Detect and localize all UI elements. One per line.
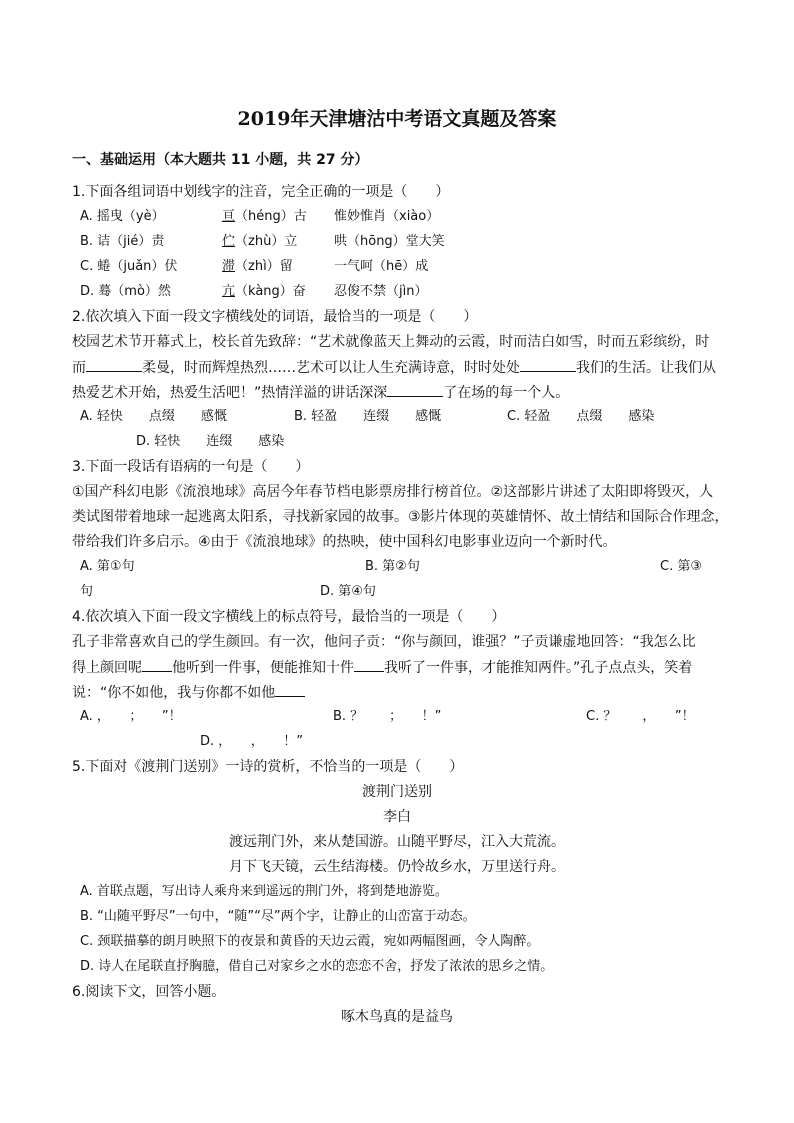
- q1-option-b-word2: [222, 232, 297, 252]
- q4-text-c: 我听了一件事，才能推知两件。”孔子点点头，笑着: [384, 660, 693, 676]
- q4-option-a: A. ， ； ”！: [80, 709, 182, 724]
- q3-stem: 3.下面一段话有语病的一句是（ ）: [72, 459, 310, 475]
- q2-blank-3: [387, 382, 443, 397]
- q2-text-e: 了在场的每一个人。: [443, 385, 570, 401]
- q1-option-c-underlined: 滞: [222, 259, 236, 274]
- q1-option-c-word2-pinyin: （zhì）留: [235, 259, 293, 274]
- page-title: 2019年天津塘沽中考语文真题及答案: [237, 108, 557, 130]
- q3-passage-line3: 带给我们许多启示。④由于《流浪地球》的热映，使中国科幻电影事业迈向一个新时代。: [72, 534, 617, 550]
- q3-option-c: C. 第③: [660, 559, 702, 574]
- section-heading: 一、基础运用（本大题共 11 小题，共 27 分）: [72, 152, 369, 168]
- q1-option-d-word3: 忍俊不禁（jìn）: [334, 284, 428, 299]
- q3-option-a: A. 第①句: [80, 559, 135, 574]
- q2-stem: 2.依次填入下面一段文字横线处的词语，最恰当的一项是（ ）: [72, 309, 478, 325]
- q2-passage-line3: [72, 382, 569, 403]
- q2-option-c: C. 轻盈 点缀 感染: [507, 409, 655, 424]
- q4-blank-2: [354, 657, 384, 672]
- q2-text-d: 热爱艺术开始，热爱生活吧！”热情洋溢的讲话深深: [72, 385, 388, 401]
- q1-option-a-word2: [222, 207, 307, 227]
- q1-stem: 1.下面各组词语中划线字的注音，完全正确的一项是（ ）: [72, 184, 450, 200]
- q1-option-d-word1: D. 蓦（mò）然: [80, 284, 171, 299]
- poem-title: 渡荆门送别: [362, 784, 432, 800]
- q1-option-b-word2-pinyin: （zhù）立: [235, 234, 298, 249]
- q4-blank-1: [142, 657, 172, 672]
- poem-author: 李白: [383, 809, 411, 825]
- q2-option-b: B. 轻盈 连缀 感慨: [294, 409, 442, 424]
- q4-passage-line1: 孔子非常喜欢自己的学生颜回。有一次，他问子贡：“你与颜回，谁强？”子贡谦虚地回答：“我怎么比: [72, 634, 696, 650]
- q4-passage-line2: [72, 657, 692, 678]
- q6-stem: 6.阅读下文，回答小题。: [72, 984, 226, 1000]
- q2-text-b: 柔曼，时而辉煌热烈……艺术可以让人生充满诗意，时时处处: [142, 360, 520, 376]
- q3-option-b: B. 第②句: [365, 559, 420, 574]
- q1-option-c-word1: C. 蜷（juǎn）伏: [80, 259, 178, 274]
- q3-passage-line1: ①国产科幻电影《流浪地球》高居今年春节档电影票房排行榜首位。②这部影片讲述了太阳即将毁灭，人: [72, 484, 714, 500]
- q4-text-b: 他听到一件事，便能推知十件: [172, 660, 354, 676]
- q4-stem: 4.依次填入下面一段文字横线上的标点符号，最恰当的一项是（ ）: [72, 609, 506, 625]
- q2-blank-2: [520, 357, 576, 372]
- poem-line-2: 月下飞天镜，云生结海楼。仍怜故乡水，万里送行舟。: [229, 859, 565, 875]
- q3-option-d: D. 第④句: [320, 584, 376, 599]
- q4-option-c: C. ？ ， ”！: [586, 709, 695, 724]
- q1-option-a-word1: A. 摇曳（yè）: [80, 209, 165, 224]
- q2-blank-1: [86, 357, 142, 372]
- q1-option-a-word3: 惟妙惟肖（xiào）: [334, 209, 440, 224]
- q1-option-d-word2: [222, 282, 306, 302]
- q1-option-a-word2-pinyin: （héng）古: [235, 209, 307, 224]
- q2-text-c: 我们的生活。让我们从: [576, 360, 716, 376]
- article-title: 啄木鸟真的是益鸟: [341, 1009, 453, 1025]
- q2-option-d: D. 轻快 连缀 感染: [136, 434, 285, 449]
- q5-option-b: B. “山随平野尽”一句中，“随”“尽”两个字，让静止的山峦富于动态。: [80, 909, 476, 924]
- q1-option-b-word1: B. 诘（jié）责: [80, 234, 165, 249]
- q2-passage-line1: 校园艺术节开幕式上，校长首先致辞：“艺术就像蓝天上舞动的云霞，时而洁白如雪，时而五彩缤纷，时: [72, 334, 710, 350]
- q4-option-d: D. ， ， ！”: [200, 734, 304, 749]
- q5-option-d: D. 诗人在尾联直抒胸臆，借自己对家乡之水的恋恋不舍，抒发了浓浓的思乡之情。: [80, 959, 554, 974]
- q1-option-d-word2-pinyin: （kàng）奋: [235, 284, 306, 299]
- q3-option-c-cont: 句: [80, 584, 94, 599]
- q2-text-a: 而: [72, 360, 86, 376]
- q3-passage-line2: 类试图带着地球一起逃离太阳系，寻找新家园的故事。③影片体现的英雄情怀、故土情结和国际合作理念，: [72, 509, 729, 525]
- q5-stem: 5.下面对《渡荆门送别》一诗的赏析，不恰当的一项是（ ）: [72, 759, 464, 775]
- poem-line-1: 渡远荆门外，来从楚国游。山随平野尽，江入大荒流。: [229, 834, 565, 850]
- q1-option-b-underlined: 伫: [222, 234, 236, 249]
- q1-option-d-underlined: 亢: [222, 284, 236, 299]
- q5-option-c: C. 颈联描摹的朗月映照下的夜景和黄昏的天边云霞，宛如两幅图画，令人陶醉。: [80, 934, 540, 949]
- q4-passage-line3: [72, 682, 305, 703]
- q4-text-d: 说：“你不如他，我与你都不如他: [72, 685, 276, 701]
- q2-passage-line2: [72, 357, 716, 378]
- q2-option-a: A. 轻快 点缀 感慨: [80, 409, 227, 424]
- q1-option-c-word3: 一气呵（hē）成: [334, 259, 429, 274]
- q4-option-b: B. ？ ； ！”: [333, 709, 442, 724]
- q1-option-b-word3: 哄（hōng）堂大笑: [334, 234, 445, 249]
- q1-option-a-underlined: 亘: [222, 209, 236, 224]
- q4-text-a: 得上颜回呢: [72, 660, 142, 676]
- q4-blank-3: [275, 682, 305, 697]
- q1-option-c-word2: [222, 257, 293, 277]
- q5-option-a: A. 首联点题，写出诗人乘舟来到遥远的荆门外，将到楚地游览。: [80, 884, 448, 899]
